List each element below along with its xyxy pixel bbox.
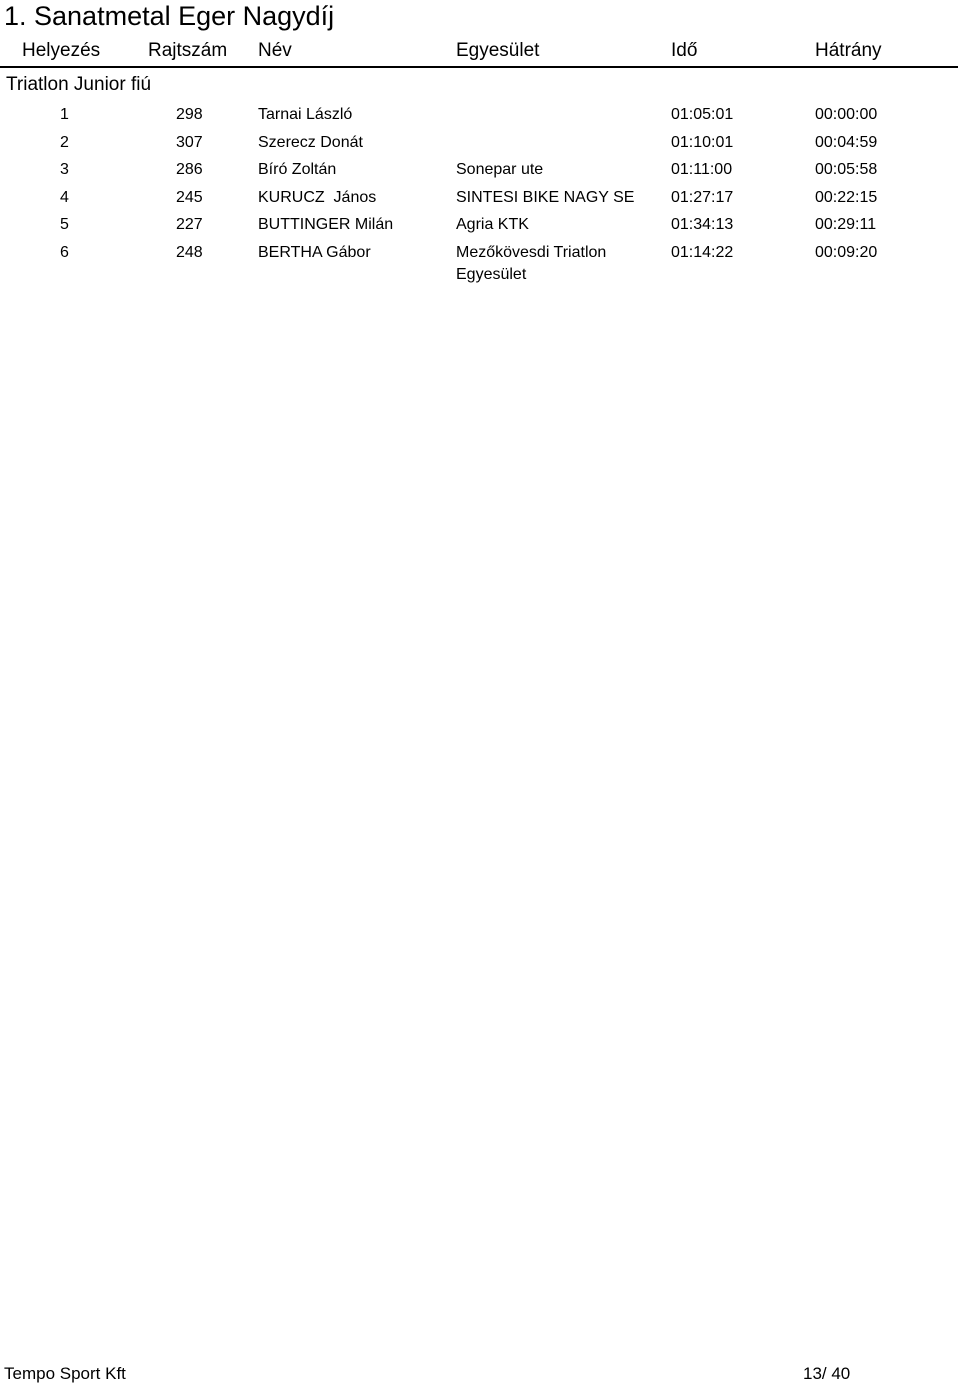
table-row bbox=[0, 242, 958, 286]
cell-club: Mezőkövesdi Triatlon Egyesület bbox=[456, 243, 607, 283]
cell-time: 01:11:00 bbox=[671, 161, 733, 178]
cell-bib: 245 bbox=[176, 188, 203, 206]
cell-club: SINTESI BIKE NAGY SE bbox=[456, 188, 635, 206]
cell-time: 01:27:17 bbox=[671, 188, 734, 206]
results-table bbox=[0, 104, 958, 286]
header-name: Név bbox=[258, 40, 292, 61]
cell-position: 1 bbox=[60, 106, 69, 123]
cell-position: 3 bbox=[60, 161, 69, 178]
page-title: 1. Sanatmetal Eger Nagydíj bbox=[4, 1, 335, 31]
cell-position: 2 bbox=[60, 133, 69, 151]
cell-position: 5 bbox=[60, 216, 69, 233]
footer-page-number: 13/ 40 bbox=[803, 1364, 851, 1383]
header-position: Helyezés bbox=[22, 40, 101, 61]
cell-time: 01:05:01 bbox=[671, 106, 734, 123]
cell-name: Szerecz Donát bbox=[258, 133, 363, 151]
header-gap: Hátrány bbox=[815, 40, 882, 61]
table-row bbox=[0, 132, 958, 160]
category-heading: Triatlon Junior fiú bbox=[6, 74, 152, 95]
cell-bib: 227 bbox=[176, 216, 203, 233]
cell-time: 01:10:01 bbox=[671, 133, 734, 151]
cell-gap: 00:29:11 bbox=[815, 216, 877, 233]
cell-position: 6 bbox=[60, 243, 69, 261]
table-row bbox=[0, 187, 958, 215]
table-row bbox=[0, 214, 958, 242]
cell-time: 01:34:13 bbox=[671, 216, 734, 233]
cell-name: KURUCZ János bbox=[258, 188, 377, 206]
table-row bbox=[0, 104, 958, 132]
table-row bbox=[0, 159, 958, 187]
cell-time: 01:14:22 bbox=[671, 243, 734, 261]
cell-bib: 307 bbox=[176, 133, 203, 151]
cell-club: Sonepar ute bbox=[456, 161, 544, 178]
cell-name: BERTHA Gábor bbox=[258, 243, 371, 261]
table-header bbox=[0, 38, 958, 68]
cell-gap: 00:22:15 bbox=[815, 188, 878, 206]
cell-gap: 00:05:58 bbox=[815, 161, 878, 178]
cell-name: BUTTINGER Milán bbox=[258, 216, 394, 233]
cell-position: 4 bbox=[60, 188, 69, 206]
cell-name: Bíró Zoltán bbox=[258, 161, 337, 178]
cell-bib: 248 bbox=[176, 243, 203, 261]
cell-bib: 298 bbox=[176, 106, 203, 123]
cell-gap: 00:09:20 bbox=[815, 243, 878, 261]
cell-bib: 286 bbox=[176, 161, 203, 178]
header-club: Egyesület bbox=[456, 40, 540, 61]
cell-club: Agria KTK bbox=[456, 216, 529, 233]
cell-name: Tarnai László bbox=[258, 106, 353, 123]
header-time: Idő bbox=[671, 40, 698, 61]
header-bib: Rajtszám bbox=[148, 40, 228, 61]
cell-gap: 00:00:00 bbox=[815, 106, 878, 123]
footer-company: Tempo Sport Kft bbox=[4, 1364, 126, 1383]
cell-gap: 00:04:59 bbox=[815, 133, 878, 151]
